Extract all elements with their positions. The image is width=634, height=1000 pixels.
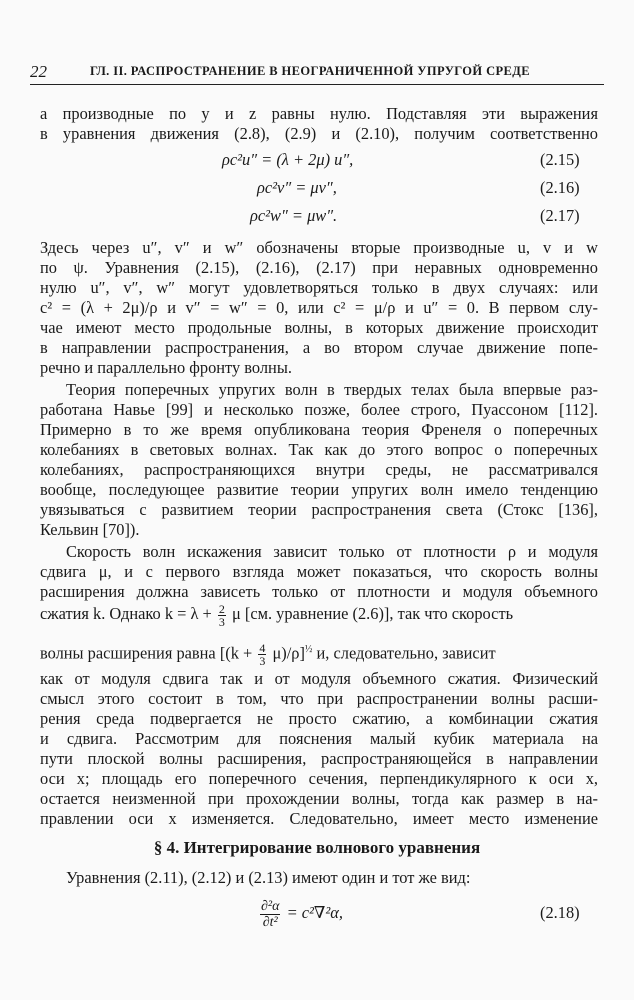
fraction-numerator: 2 xyxy=(218,601,225,616)
fraction-numerator: 4 xyxy=(259,641,266,656)
fraction-2-3 xyxy=(218,603,226,628)
text-line: Скорость волн искажения зависит только от плотности ρ и модуля xyxy=(66,542,598,561)
text-line: Здесь через u″, v″ и w″ обозначены вторые производные u, v и w xyxy=(40,238,598,257)
equation-number: (2.17) xyxy=(540,206,580,225)
equation-number: (2.18) xyxy=(540,903,580,922)
text-line: в уравнения движения (2.8), (2.9) и (2.10), получим соответственно xyxy=(40,124,598,143)
text-line: оси x; площадь его поперечного сечения, перпендикулярного к оси x, xyxy=(40,769,598,788)
running-title: ГЛ. II. РАСПРОСТРАНЕНИЕ В НЕОГРАНИЧЕННОЙ УПРУГОЙ СРЕДЕ xyxy=(90,64,531,78)
text-line: c² = (λ + 2μ)/ρ и v″ = w″ = 0, или c² = μ/ρ и u″ = 0. В первом слу- xyxy=(40,298,598,317)
text-line: колебаниях в световых волнах. Так как до этого вопрос о поперечных xyxy=(40,440,598,459)
running-header xyxy=(30,62,604,85)
text-line: по ψ. Уравнения (2.15), (2.16), (2.17) при неравных одновременно xyxy=(40,258,598,277)
text-segment: и, следовательно, зависит xyxy=(312,643,496,663)
equation-number: (2.15) xyxy=(540,150,580,169)
text-line: чае имеют место продольные волны, в которых движение происходит xyxy=(40,318,598,337)
text-line: Уравнения (2.11), (2.12) и (2.13) имеют один и тот же вид: xyxy=(66,868,471,887)
text-line: смысл этого состоит в том, что при распространении волны расши- xyxy=(40,689,598,708)
text-line: нулю u″, v″, w″ могут удовлетворяться только в двух случаях: или xyxy=(40,278,598,297)
text-line: увязываться с развитием теории распространения света (Стокс [136], xyxy=(40,500,598,519)
text-line: колебаниях, распространяющихся внутри среды, не рассматривался xyxy=(40,460,598,479)
formula-line-velocity xyxy=(40,634,598,669)
fraction-4-3 xyxy=(258,642,266,667)
equation-rhs: = c²∇²α, xyxy=(282,903,343,922)
text-segment: μ [см. уравнение (2.6)], так что скорость xyxy=(227,604,514,623)
text-line: в направлении распространения, а во втором случае движение попе- xyxy=(40,338,598,357)
equation-2-16: ρc²v″ = μv″, xyxy=(257,178,337,197)
equation-number: (2.16) xyxy=(540,178,580,197)
text-line: работана Навье [99] и несколько позже, более строго, Пуассоном [112]. xyxy=(40,400,598,419)
fraction-numerator: ∂²α xyxy=(261,898,280,914)
text-segment: сжатия k. Однако k = λ + xyxy=(40,604,216,623)
exponent: ½ xyxy=(304,644,313,655)
text-segment: μ)/ρ] xyxy=(268,643,305,663)
fraction-partial xyxy=(260,899,280,930)
text-line: как от модуля сдвига так и от модуля объемного сжатия. Физический xyxy=(40,669,598,688)
text-segment: волны расширения равна xyxy=(40,643,220,663)
text-line: правлении оси x изменяется. Следовательно, имеет место изменение xyxy=(40,809,598,828)
text-line: и сдвига. Рассмотрим для пояснения малый кубик материала на xyxy=(40,729,598,748)
text-line: пути плоской волны расширения, распространяющейся в направлении xyxy=(40,749,598,768)
text-line: вообще, последующее развитие теории упругих волн имело тенденцию xyxy=(40,480,598,499)
fraction-denominator: 3 xyxy=(218,614,225,629)
text-line: сдвига μ, и с первого взгляда может показаться, что скорость волны xyxy=(40,562,598,581)
text-line: а производные по y и z равны нулю. Подставляя эти выражения xyxy=(40,104,598,123)
text-line: рения среда подвергается не просто сжатию, а комбинации сжатия xyxy=(40,709,598,728)
fraction-denominator: ∂t² xyxy=(262,914,278,930)
text-line: Теория поперечных упругих волн в твердых телах была впервые раз- xyxy=(66,380,598,399)
text-line: Примерно в то же время опубликована теория Френеля о поперечных xyxy=(40,420,598,439)
text-line: остается неизменной при прохождении волны, тогда как размер в на- xyxy=(40,789,598,808)
text-line: расширения должна зависеть только от плотности и модуля объемного xyxy=(40,582,598,601)
equation-2-18 xyxy=(258,895,343,931)
fraction-denominator: 3 xyxy=(259,654,266,669)
text-line: речно и параллельно фронту волны. xyxy=(40,358,292,377)
text-segment: [(k + xyxy=(219,643,257,663)
section-heading: § 4. Интегрирование волнового уравнения xyxy=(153,838,481,857)
equation-2-15: ρc²u″ = (λ + 2μ) u″, xyxy=(222,150,354,169)
equation-2-17: ρc²w″ = μw″. xyxy=(250,206,338,225)
formula-line-k xyxy=(40,598,598,630)
page-number: 22 xyxy=(30,62,47,81)
text-line: Кельвин [70]). xyxy=(40,520,140,539)
